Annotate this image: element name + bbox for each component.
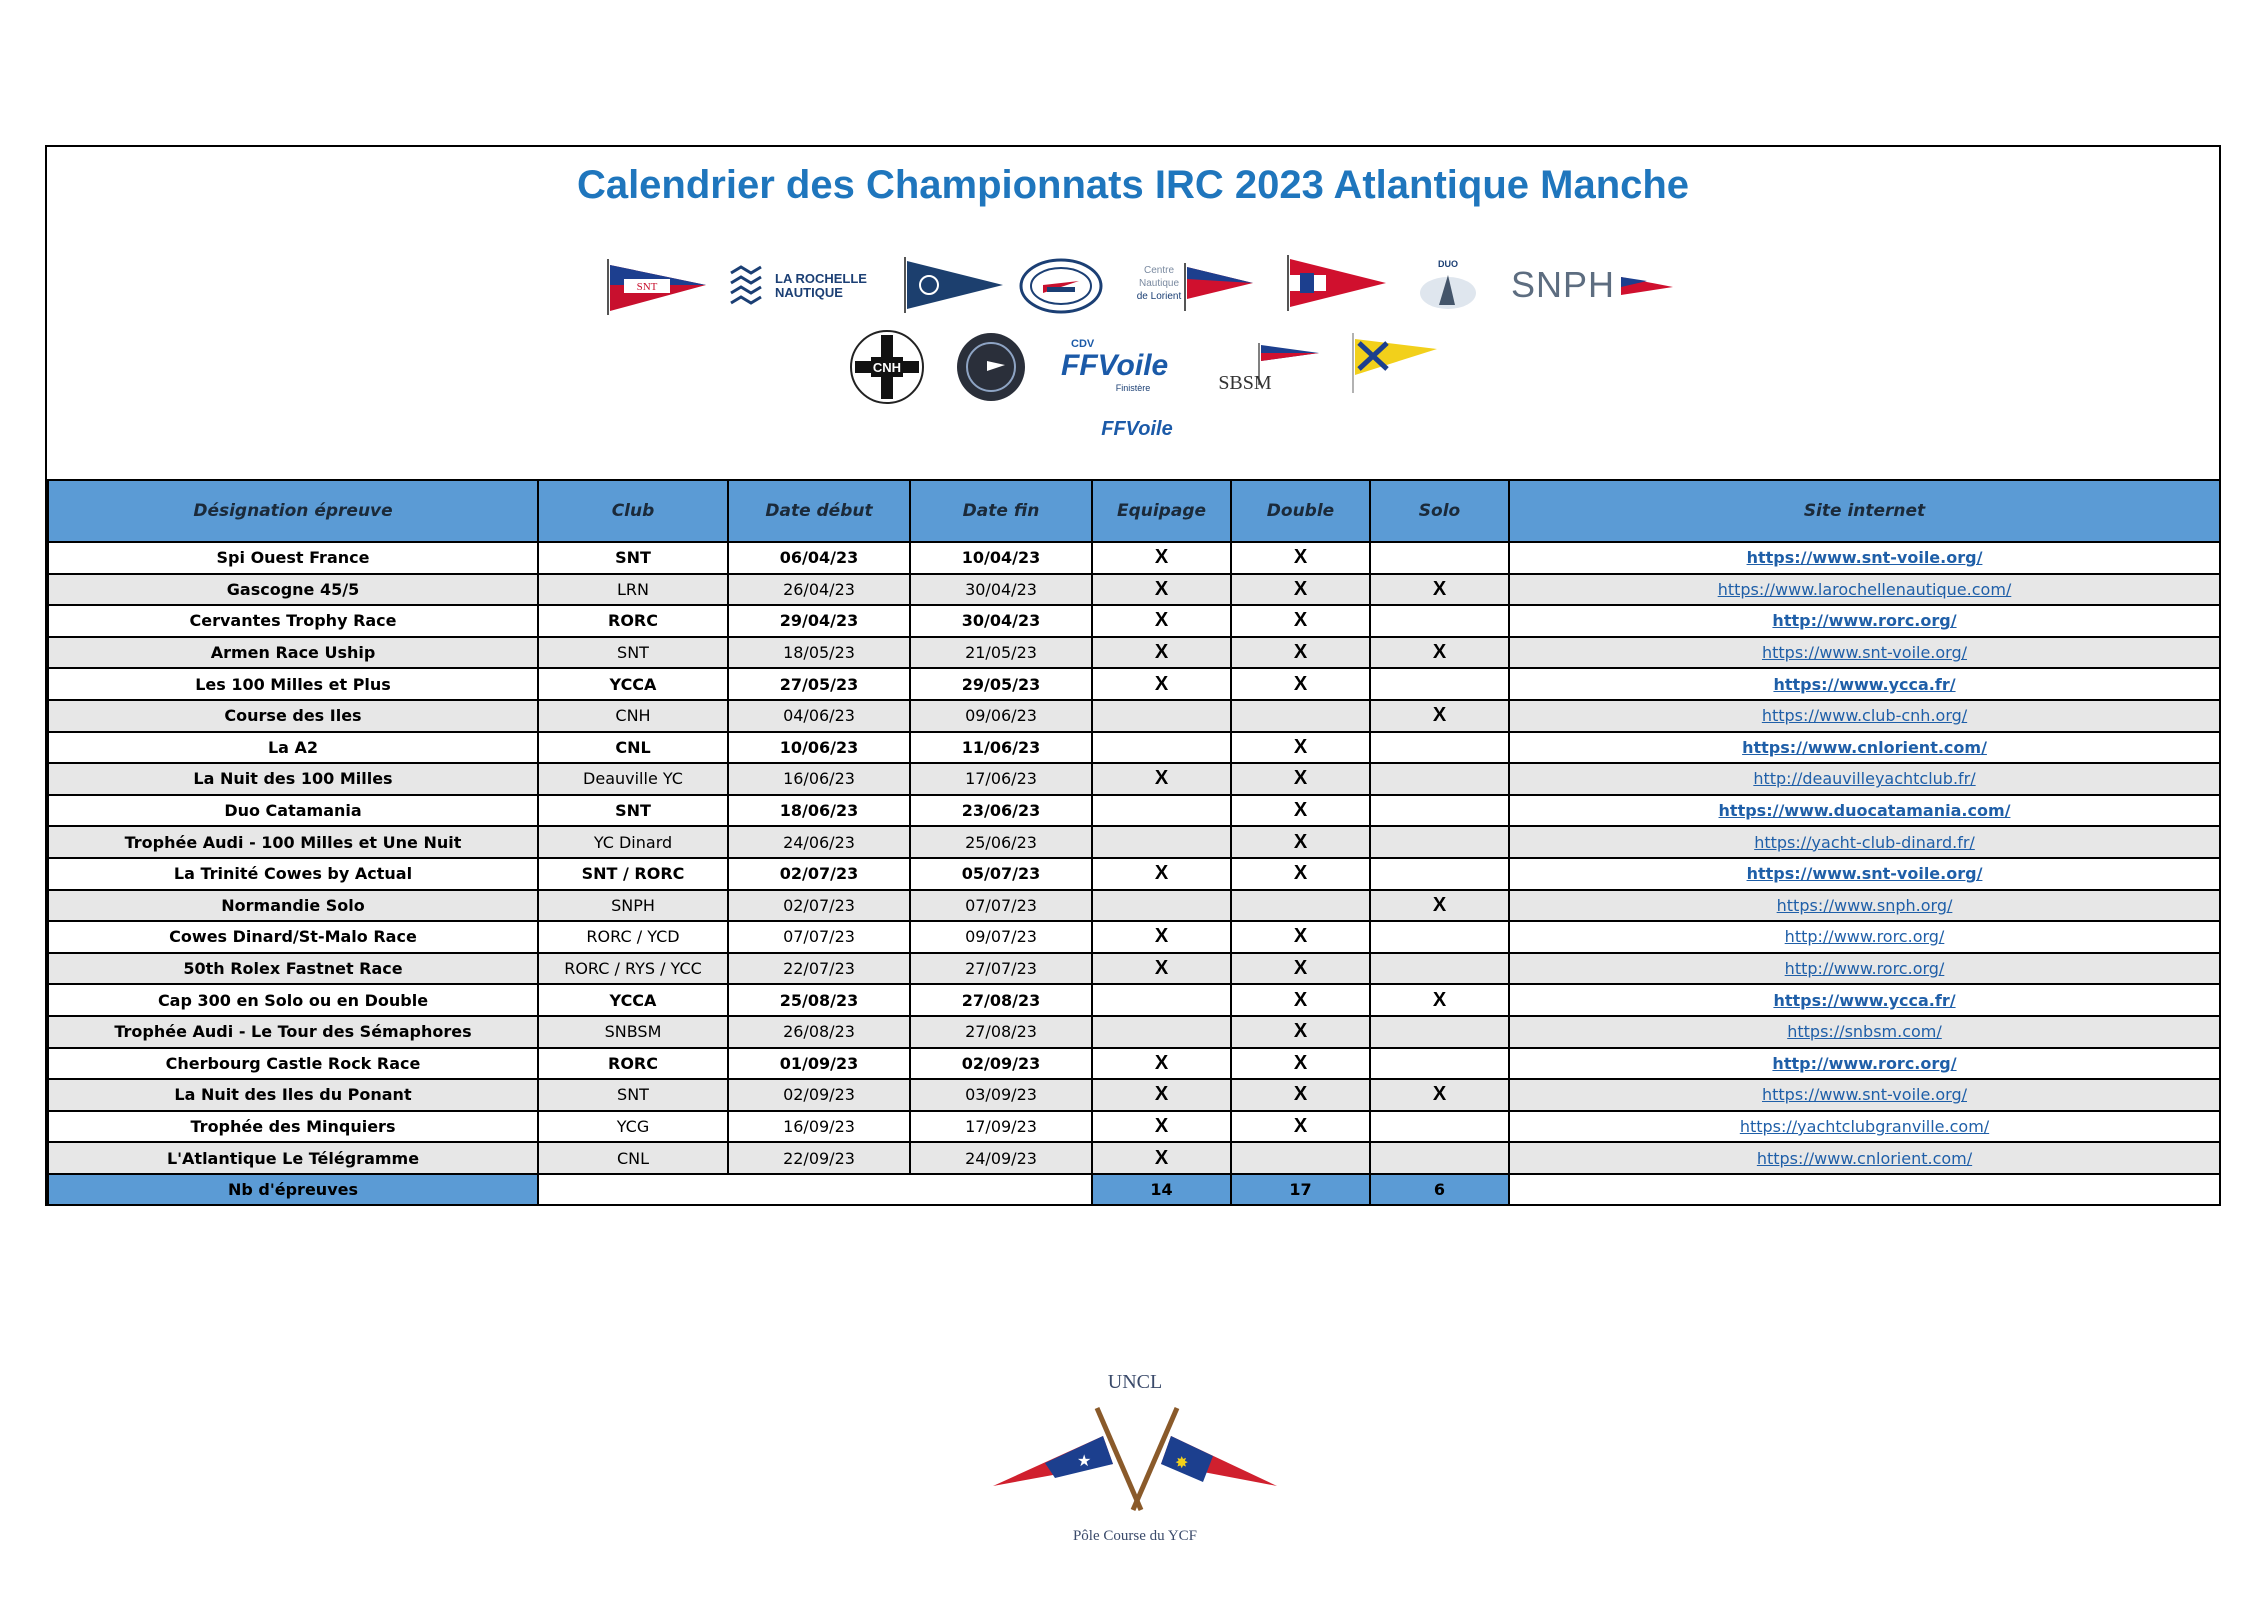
event-date-fin-cell: 25/06/23 [910, 826, 1092, 858]
site-link[interactable]: https://www.snt-voile.org/ [1761, 1085, 1968, 1105]
event-solo-mark-cell: X [1370, 984, 1509, 1016]
table-row [48, 605, 2220, 637]
event-double-mark-cell [1231, 890, 1370, 922]
event-date-debut-cell: 18/05/23 [728, 637, 910, 669]
event-solo-mark-cell [1370, 1142, 1509, 1174]
event-site-link-cell [1509, 795, 2220, 827]
event-site-link-cell [1509, 763, 2220, 795]
event-club-cell: CNL [538, 1142, 728, 1174]
round-club-logo [953, 331, 1029, 403]
event-solo-mark-cell: X [1370, 574, 1509, 606]
event-site-link-cell [1509, 637, 2220, 669]
table-row [48, 732, 2220, 764]
event-equipage-mark-cell: X [1092, 574, 1231, 606]
event-site-link-cell [1509, 668, 2220, 700]
site-link[interactable]: https://yacht-club-dinard.fr/ [1754, 832, 1975, 852]
event-double-mark-cell: X [1231, 1111, 1370, 1143]
header-double: Double [1231, 480, 1370, 542]
site-link[interactable]: https://yachtclubgranville.com/ [1739, 1116, 1990, 1136]
event-date-fin-cell: 27/08/23 [910, 984, 1092, 1016]
event-date-fin-cell: 24/09/23 [910, 1142, 1092, 1174]
event-solo-mark-cell [1370, 953, 1509, 985]
event-name-cell: Cervantes Trophy Race [48, 605, 538, 637]
event-equipage-mark-cell: X [1092, 668, 1231, 700]
event-site-link-cell [1509, 542, 2220, 574]
event-club-cell: SNT / RORC [538, 858, 728, 890]
event-club-cell: SNT [538, 795, 728, 827]
event-equipage-mark-cell: X [1092, 1048, 1231, 1080]
event-date-debut-cell: 26/04/23 [728, 574, 910, 606]
event-date-fin-cell: 09/07/23 [910, 921, 1092, 953]
svg-text:NAUTIQUE: NAUTIQUE [775, 285, 843, 300]
event-club-cell: CNH [538, 700, 728, 732]
event-date-fin-cell: 23/06/23 [910, 795, 1092, 827]
event-name-cell: La A2 [48, 732, 538, 764]
event-date-fin-cell: 07/07/23 [910, 890, 1092, 922]
event-date-fin-cell: 21/05/23 [910, 637, 1092, 669]
event-club-cell: YC Dinard [538, 826, 728, 858]
event-date-debut-cell: 18/06/23 [728, 795, 910, 827]
event-site-link-cell [1509, 1142, 2220, 1174]
header-date-debut: Date début [728, 480, 910, 542]
event-double-mark-cell: X [1231, 574, 1370, 606]
event-date-fin-cell: 05/07/23 [910, 858, 1092, 890]
event-date-debut-cell: 16/06/23 [728, 763, 910, 795]
event-name-cell: La Nuit des Iles du Ponant [48, 1079, 538, 1111]
event-double-mark-cell: X [1231, 605, 1370, 637]
event-equipage-mark-cell: X [1092, 858, 1231, 890]
event-date-fin-cell: 29/05/23 [910, 668, 1092, 700]
event-solo-mark-cell [1370, 732, 1509, 764]
snph-logo [1507, 259, 1677, 309]
event-solo-mark-cell: X [1370, 637, 1509, 669]
red-white-blue-pennant-logo [1282, 253, 1392, 313]
svg-text:SBSM: SBSM [1218, 372, 1272, 394]
event-equipage-mark-cell [1092, 700, 1231, 732]
table-row [48, 700, 2220, 732]
event-site-link-cell [1509, 1111, 2220, 1143]
page-title: Calendrier des Championnats IRC 2023 Atlantique Manche [576, 163, 1690, 207]
event-equipage-mark-cell: X [1092, 921, 1231, 953]
event-club-cell: RORC [538, 1048, 728, 1080]
snt-logo [602, 255, 712, 317]
site-link[interactable]: https://www.snph.org/ [1776, 895, 1953, 915]
event-date-debut-cell: 27/05/23 [728, 668, 910, 700]
event-double-mark-cell: X [1231, 795, 1370, 827]
event-double-mark-cell: X [1231, 984, 1370, 1016]
site-link[interactable]: https://www.ycca.fr/ [1773, 674, 1956, 694]
event-date-debut-cell: 04/06/23 [728, 700, 910, 732]
event-date-debut-cell: 02/07/23 [728, 890, 910, 922]
table-row [48, 763, 2220, 795]
event-date-fin-cell: 30/04/23 [910, 605, 1092, 637]
snt-logo-text: SNT [636, 281, 658, 293]
event-site-link-cell [1509, 858, 2220, 890]
svg-text:FFVoile: FFVoile [1061, 349, 1169, 382]
cdv-ffvoile-finistere-logo [1057, 329, 1197, 397]
footer-label: Nb d'épreuves [48, 1174, 538, 1205]
pennant-navy-logo [899, 255, 1009, 315]
event-date-debut-cell: 01/09/23 [728, 1048, 910, 1080]
svg-text:✸: ✸ [1175, 1453, 1189, 1472]
event-name-cell: Trophée des Minquiers [48, 1111, 538, 1143]
site-link[interactable]: https://www.club-cnh.org/ [1761, 706, 1968, 726]
header-solo: Solo [1370, 480, 1509, 542]
svg-text:Pôle Course du YCF: Pôle Course du YCF [1072, 1528, 1198, 1544]
table-row [48, 574, 2220, 606]
event-solo-mark-cell [1370, 1048, 1509, 1080]
table-header-row [48, 480, 2220, 542]
event-solo-mark-cell [1370, 668, 1509, 700]
cnh-logo [847, 327, 927, 407]
event-club-cell: SNT [538, 1079, 728, 1111]
event-equipage-mark-cell: X [1092, 637, 1231, 669]
svg-text:DUO: DUO [1438, 259, 1458, 269]
table-row [48, 984, 2220, 1016]
event-name-cell: Trophée Audi - 100 Milles et Une Nuit [48, 826, 538, 858]
site-link[interactable]: http://www.rorc.org/ [1784, 959, 1945, 979]
event-date-debut-cell: 06/04/23 [728, 542, 910, 574]
footer-site-empty [1509, 1174, 2220, 1205]
event-equipage-mark-cell: X [1092, 1142, 1231, 1174]
event-site-link-cell [1509, 890, 2220, 922]
event-site-link-cell [1509, 984, 2220, 1016]
event-name-cell: Armen Race Uship [48, 637, 538, 669]
table-row [48, 795, 2220, 827]
event-equipage-mark-cell [1092, 890, 1231, 922]
yacht-club-crest-logo [1017, 257, 1105, 315]
footer-double-count: 17 [1231, 1174, 1370, 1205]
event-date-fin-cell: 27/07/23 [910, 953, 1092, 985]
event-site-link-cell [1509, 953, 2220, 985]
table-row [48, 668, 2220, 700]
event-name-cell: Duo Catamania [48, 795, 538, 827]
event-club-cell: Deauville YC [538, 763, 728, 795]
event-double-mark-cell: X [1231, 1048, 1370, 1080]
event-double-mark-cell: X [1231, 953, 1370, 985]
event-name-cell: Cap 300 en Solo ou en Double [48, 984, 538, 1016]
event-date-debut-cell: 10/06/23 [728, 732, 910, 764]
table-row [48, 1048, 2220, 1080]
event-equipage-mark-cell [1092, 826, 1231, 858]
event-date-fin-cell: 30/04/23 [910, 574, 1092, 606]
event-double-mark-cell: X [1231, 921, 1370, 953]
event-date-debut-cell: 26/08/23 [728, 1016, 910, 1048]
event-site-link-cell [1509, 1079, 2220, 1111]
event-double-mark-cell: X [1231, 542, 1370, 574]
event-date-debut-cell: 24/06/23 [728, 826, 910, 858]
event-date-fin-cell: 03/09/23 [910, 1079, 1092, 1111]
yellow-pennant-logo [1347, 331, 1443, 395]
table-row [48, 1016, 2220, 1048]
site-link[interactable]: http://www.rorc.org/ [1784, 927, 1945, 947]
la-rochelle-nautique-logo [727, 259, 887, 309]
svg-text:LA ROCHELLE: LA ROCHELLE [775, 271, 867, 286]
header-date-fin: Date fin [910, 480, 1092, 542]
event-name-cell: Les 100 Milles et Plus [48, 668, 538, 700]
duo-catamania-logo [1415, 255, 1481, 313]
event-club-cell: SNPH [538, 890, 728, 922]
event-solo-mark-cell [1370, 826, 1509, 858]
event-date-debut-cell: 02/07/23 [728, 858, 910, 890]
site-link[interactable]: https://snbsm.com/ [1787, 1022, 1942, 1042]
footer-equipage-count: 14 [1092, 1174, 1231, 1205]
event-solo-mark-cell [1370, 763, 1509, 795]
event-site-link-cell [1509, 921, 2220, 953]
event-date-debut-cell: 29/04/23 [728, 605, 910, 637]
event-site-link-cell [1509, 1016, 2220, 1048]
ffvoile-logo [1087, 407, 1187, 447]
svg-text:CDV: CDV [1071, 338, 1095, 350]
svg-text:SNPH: SNPH [1511, 264, 1616, 305]
event-club-cell: RORC / YCD [538, 921, 728, 953]
cn-lorient-logo [1117, 259, 1257, 313]
event-date-fin-cell: 10/04/23 [910, 542, 1092, 574]
svg-text:FFVoile: FFVoile [1101, 418, 1173, 440]
event-name-cell: 50th Rolex Fastnet Race [48, 953, 538, 985]
event-date-debut-cell: 07/07/23 [728, 921, 910, 953]
table-row [48, 1142, 2220, 1174]
event-solo-mark-cell [1370, 1016, 1509, 1048]
footer-empty [538, 1174, 1092, 1205]
footer-solo-count: 6 [1370, 1174, 1509, 1205]
event-double-mark-cell [1231, 700, 1370, 732]
event-site-link-cell [1509, 732, 2220, 764]
site-link[interactable]: https://www.cnlorient.com/ [1756, 1148, 1973, 1168]
event-site-link-cell [1509, 1048, 2220, 1080]
svg-text:Finistère: Finistère [1115, 383, 1151, 393]
event-equipage-mark-cell: X [1092, 1111, 1231, 1143]
event-club-cell: SNBSM [538, 1016, 728, 1048]
calendar-frame [45, 145, 2221, 1206]
event-double-mark-cell: X [1231, 763, 1370, 795]
event-solo-mark-cell: X [1370, 1079, 1509, 1111]
event-date-debut-cell: 16/09/23 [728, 1111, 910, 1143]
event-date-fin-cell: 02/09/23 [910, 1048, 1092, 1080]
table-row [48, 1079, 2220, 1111]
event-solo-mark-cell [1370, 921, 1509, 953]
event-solo-mark-cell [1370, 542, 1509, 574]
event-double-mark-cell [1231, 1142, 1370, 1174]
event-name-cell: Gascogne 45/5 [48, 574, 538, 606]
event-double-mark-cell: X [1231, 826, 1370, 858]
table-row [48, 921, 2220, 953]
event-double-mark-cell: X [1231, 668, 1370, 700]
table-row [48, 953, 2220, 985]
event-equipage-mark-cell: X [1092, 1079, 1231, 1111]
event-name-cell: Trophée Audi - Le Tour des Sémaphores [48, 1016, 538, 1048]
event-name-cell: L'Atlantique Le Télégramme [48, 1142, 538, 1174]
event-equipage-mark-cell [1092, 795, 1231, 827]
event-equipage-mark-cell [1092, 984, 1231, 1016]
event-solo-mark-cell [1370, 605, 1509, 637]
sbsm-logo [1215, 339, 1325, 397]
table-row [48, 826, 2220, 858]
event-site-link-cell [1509, 605, 2220, 637]
table-row [48, 542, 2220, 574]
event-equipage-mark-cell: X [1092, 763, 1231, 795]
event-date-debut-cell: 25/08/23 [728, 984, 910, 1016]
svg-text:Centre: Centre [1143, 265, 1175, 276]
event-name-cell: Cowes Dinard/St-Malo Race [48, 921, 538, 953]
events-table-body [48, 542, 2220, 1174]
table-row [48, 1111, 2220, 1143]
event-club-cell: RORC [538, 605, 728, 637]
event-club-cell: SNT [538, 542, 728, 574]
table-footer-row [48, 1174, 2220, 1205]
header-club: Club [538, 480, 728, 542]
uncl-logo [985, 1368, 1285, 1548]
header-equipage: Equipage [1092, 480, 1231, 542]
event-date-fin-cell: 09/06/23 [910, 700, 1092, 732]
svg-text:Nautique: Nautique [1138, 278, 1180, 289]
svg-text:de Lorient: de Lorient [1136, 291, 1182, 302]
event-equipage-mark-cell: X [1092, 542, 1231, 574]
site-link[interactable]: https://www.larochellenautique.com/ [1717, 579, 2012, 599]
event-double-mark-cell: X [1231, 637, 1370, 669]
table-row [48, 890, 2220, 922]
event-solo-mark-cell: X [1370, 890, 1509, 922]
svg-text:CNH: CNH [872, 360, 902, 375]
header-site-internet: Site internet [1509, 480, 2220, 542]
site-link[interactable]: https://www.snt-voile.org/ [1761, 643, 1968, 663]
event-solo-mark-cell [1370, 795, 1509, 827]
event-site-link-cell [1509, 700, 2220, 732]
event-club-cell: LRN [538, 574, 728, 606]
event-equipage-mark-cell [1092, 1016, 1231, 1048]
event-date-fin-cell: 11/06/23 [910, 732, 1092, 764]
event-date-fin-cell: 17/09/23 [910, 1111, 1092, 1143]
event-date-debut-cell: 22/07/23 [728, 953, 910, 985]
event-double-mark-cell: X [1231, 732, 1370, 764]
event-name-cell: La Nuit des 100 Milles [48, 763, 538, 795]
event-club-cell: YCCA [538, 984, 728, 1016]
event-site-link-cell [1509, 574, 2220, 606]
event-name-cell: La Trinité Cowes by Actual [48, 858, 538, 890]
site-link[interactable]: http://www.rorc.org/ [1772, 611, 1957, 631]
event-name-cell: Cherbourg Castle Rock Race [48, 1048, 538, 1080]
svg-text:★: ★ [1077, 1451, 1092, 1470]
event-site-link-cell [1509, 826, 2220, 858]
table-row [48, 637, 2220, 669]
event-date-debut-cell: 22/09/23 [728, 1142, 910, 1174]
event-solo-mark-cell: X [1370, 700, 1509, 732]
events-table [47, 479, 2221, 1206]
event-date-debut-cell: 02/09/23 [728, 1079, 910, 1111]
event-solo-mark-cell [1370, 1111, 1509, 1143]
event-equipage-mark-cell: X [1092, 605, 1231, 637]
table-row [48, 858, 2220, 890]
event-double-mark-cell: X [1231, 1079, 1370, 1111]
site-link[interactable]: http://www.rorc.org/ [1772, 1053, 1957, 1073]
site-link[interactable]: https://www.duocatamania.com/ [1718, 801, 2011, 821]
event-double-mark-cell: X [1231, 858, 1370, 890]
site-link[interactable]: https://www.snt-voile.org/ [1746, 864, 1983, 884]
event-club-cell: YCCA [538, 668, 728, 700]
site-link[interactable]: https://www.snt-voile.org/ [1746, 548, 1983, 568]
site-link[interactable]: http://deauvilleyachtclub.fr/ [1753, 769, 1976, 789]
event-equipage-mark-cell: X [1092, 953, 1231, 985]
event-solo-mark-cell [1370, 858, 1509, 890]
event-date-fin-cell: 17/06/23 [910, 763, 1092, 795]
event-name-cell: Course des Iles [48, 700, 538, 732]
site-link[interactable]: https://www.ycca.fr/ [1773, 990, 1956, 1010]
event-name-cell: Normandie Solo [48, 890, 538, 922]
event-club-cell: RORC / RYS / YCC [538, 953, 728, 985]
site-link[interactable]: https://www.cnlorient.com/ [1742, 737, 1987, 757]
event-double-mark-cell: X [1231, 1016, 1370, 1048]
event-club-cell: YCG [538, 1111, 728, 1143]
svg-text:UNCL: UNCL [1107, 1371, 1163, 1393]
event-club-cell: SNT [538, 637, 728, 669]
header-designation: Désignation épreuve [48, 480, 538, 542]
event-club-cell: CNL [538, 732, 728, 764]
event-date-fin-cell: 27/08/23 [910, 1016, 1092, 1048]
event-equipage-mark-cell [1092, 732, 1231, 764]
event-name-cell: Spi Ouest France [48, 542, 538, 574]
